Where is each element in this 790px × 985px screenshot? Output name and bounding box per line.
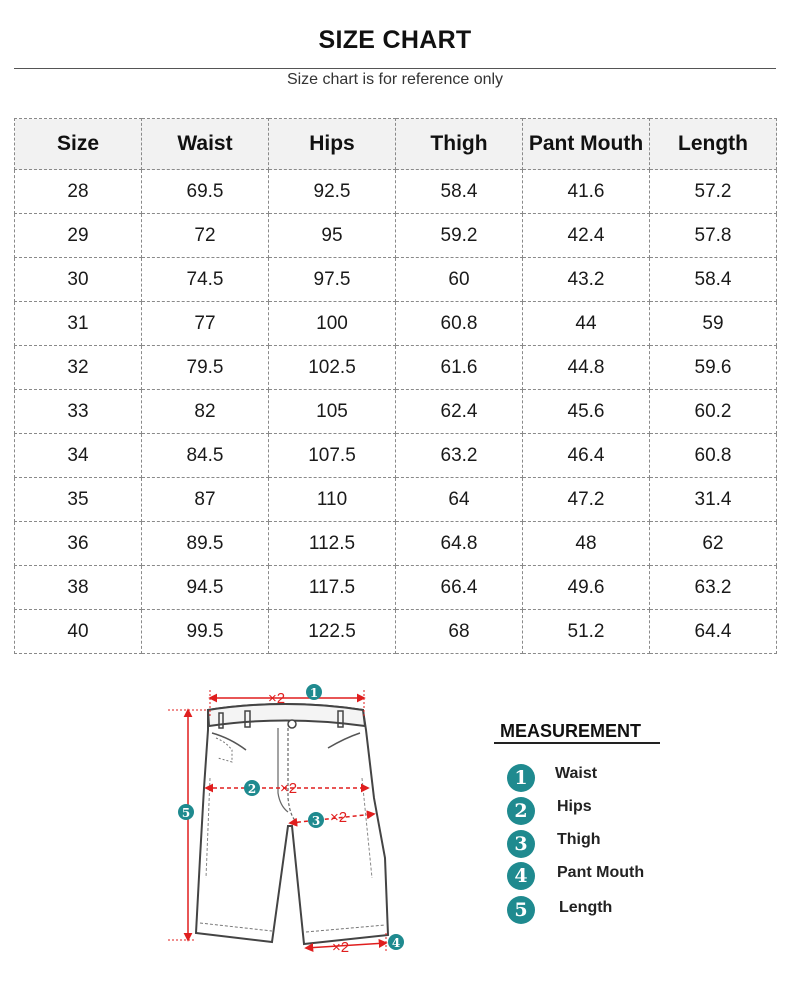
thigh-multiplier: ×2: [330, 809, 348, 826]
table-cell: 110: [269, 478, 396, 522]
table-cell: 51.2: [523, 610, 650, 654]
measurement-item-thigh: [507, 830, 535, 858]
measurement-item-length: [507, 896, 535, 924]
table-cell: 62: [650, 522, 777, 566]
measurement-label-length: Length: [559, 899, 613, 916]
length-marker: 5: [181, 806, 191, 820]
measurement-title: MEASUREMENT: [500, 721, 642, 741]
measurement-item-waist: [507, 764, 535, 792]
table-cell: 59.2: [396, 214, 523, 258]
table-row: [15, 478, 777, 522]
pant-mouth-marker: 4: [391, 936, 401, 950]
table-cell: 82: [142, 390, 269, 434]
table-cell: 79.5: [142, 346, 269, 390]
page-subtitle: Size chart is for reference only: [286, 71, 504, 88]
measurement-label-pant-mouth: Pant Mouth: [557, 864, 645, 881]
size-table: [14, 118, 777, 654]
number-badge-4: 4: [507, 862, 535, 890]
table-cell: 107.5: [269, 434, 396, 478]
measurement-label-thigh: Thigh: [557, 831, 601, 848]
table-cell: 74.5: [142, 258, 269, 302]
number-badge-3: 3: [507, 830, 535, 858]
measurement-item-hips: [507, 797, 535, 825]
hips-marker: 2: [247, 782, 257, 796]
table-cell: 40: [15, 610, 142, 654]
table-cell: 43.2: [523, 258, 650, 302]
table-cell: 64.8: [396, 522, 523, 566]
table-cell: 100: [269, 302, 396, 346]
table-cell: 64: [396, 478, 523, 522]
table-row: [15, 566, 777, 610]
shorts-outline: [196, 704, 388, 944]
number-badge-1: 1: [507, 764, 535, 792]
table-cell: 36: [15, 522, 142, 566]
table-cell: 61.6: [396, 346, 523, 390]
table-row: [15, 434, 777, 478]
table-cell: 97.5: [269, 258, 396, 302]
measurement-label-hips: Hips: [557, 798, 592, 815]
table-cell: 99.5: [142, 610, 269, 654]
table-cell: 31.4: [650, 478, 777, 522]
table-cell: 122.5: [269, 610, 396, 654]
table-cell: 87: [142, 478, 269, 522]
column-header-pant-mouth: Pant Mouth: [523, 119, 650, 170]
column-header-hips: Hips: [269, 119, 396, 170]
measurement-item-pant-mouth: [507, 862, 535, 890]
table-cell: 32: [15, 346, 142, 390]
measurement-label-waist: Waist: [555, 765, 598, 782]
table-cell: 49.6: [523, 566, 650, 610]
table-cell: 60: [396, 258, 523, 302]
table-cell: 58.4: [396, 170, 523, 214]
table-cell: 117.5: [269, 566, 396, 610]
table-cell: 112.5: [269, 522, 396, 566]
table-cell: 34: [15, 434, 142, 478]
table-cell: 95: [269, 214, 396, 258]
waist-multiplier: ×2: [268, 690, 286, 707]
table-cell: 60.2: [650, 390, 777, 434]
table-header-row: [15, 119, 777, 170]
table-cell: 30: [15, 258, 142, 302]
waist-marker: 1: [309, 686, 319, 700]
table-cell: 31: [15, 302, 142, 346]
table-cell: 35: [15, 478, 142, 522]
table-cell: 47.2: [523, 478, 650, 522]
table-cell: 28: [15, 170, 142, 214]
table-row: [15, 170, 777, 214]
table-cell: 102.5: [269, 346, 396, 390]
table-row: [15, 258, 777, 302]
table-cell: 57.8: [650, 214, 777, 258]
table-cell: 33: [15, 390, 142, 434]
table-cell: 66.4: [396, 566, 523, 610]
column-header-waist: Waist: [142, 119, 269, 170]
shorts-diagram: [160, 678, 420, 958]
table-cell: 62.4: [396, 390, 523, 434]
thigh-marker: 3: [311, 814, 321, 828]
table-cell: 72: [142, 214, 269, 258]
table-row: [15, 346, 777, 390]
title-divider: [14, 68, 776, 69]
table-cell: 44: [523, 302, 650, 346]
table-cell: 59.6: [650, 346, 777, 390]
column-header-size: Size: [15, 119, 142, 170]
hips-multiplier: ×2: [280, 780, 298, 797]
table-row: [15, 390, 777, 434]
column-header-thigh: Thigh: [396, 119, 523, 170]
measurement-title-underline: [494, 742, 660, 744]
table-cell: 77: [142, 302, 269, 346]
table-cell: 92.5: [269, 170, 396, 214]
table-row: [15, 302, 777, 346]
table-cell: 59: [650, 302, 777, 346]
table-cell: 89.5: [142, 522, 269, 566]
table-cell: 84.5: [142, 434, 269, 478]
table-row: [15, 610, 777, 654]
table-row: [15, 214, 777, 258]
table-cell: 58.4: [650, 258, 777, 302]
pant-mouth-multiplier: ×2: [332, 939, 350, 956]
table-cell: 69.5: [142, 170, 269, 214]
table-cell: 63.2: [650, 566, 777, 610]
table-cell: 94.5: [142, 566, 269, 610]
table-cell: 38: [15, 566, 142, 610]
table-cell: 63.2: [396, 434, 523, 478]
table-cell: 60.8: [396, 302, 523, 346]
table-cell: 60.8: [650, 434, 777, 478]
column-header-length: Length: [650, 119, 777, 170]
number-badge-5: 5: [507, 896, 535, 924]
table-cell: 44.8: [523, 346, 650, 390]
table-cell: 29: [15, 214, 142, 258]
table-cell: 41.6: [523, 170, 650, 214]
table-cell: 46.4: [523, 434, 650, 478]
table-row: [15, 522, 777, 566]
table-cell: 48: [523, 522, 650, 566]
page-title: SIZE CHART: [318, 26, 472, 54]
table-cell: 68: [396, 610, 523, 654]
table-cell: 105: [269, 390, 396, 434]
table-cell: 42.4: [523, 214, 650, 258]
table-cell: 57.2: [650, 170, 777, 214]
table-cell: 64.4: [650, 610, 777, 654]
number-badge-2: 2: [507, 797, 535, 825]
table-cell: 45.6: [523, 390, 650, 434]
